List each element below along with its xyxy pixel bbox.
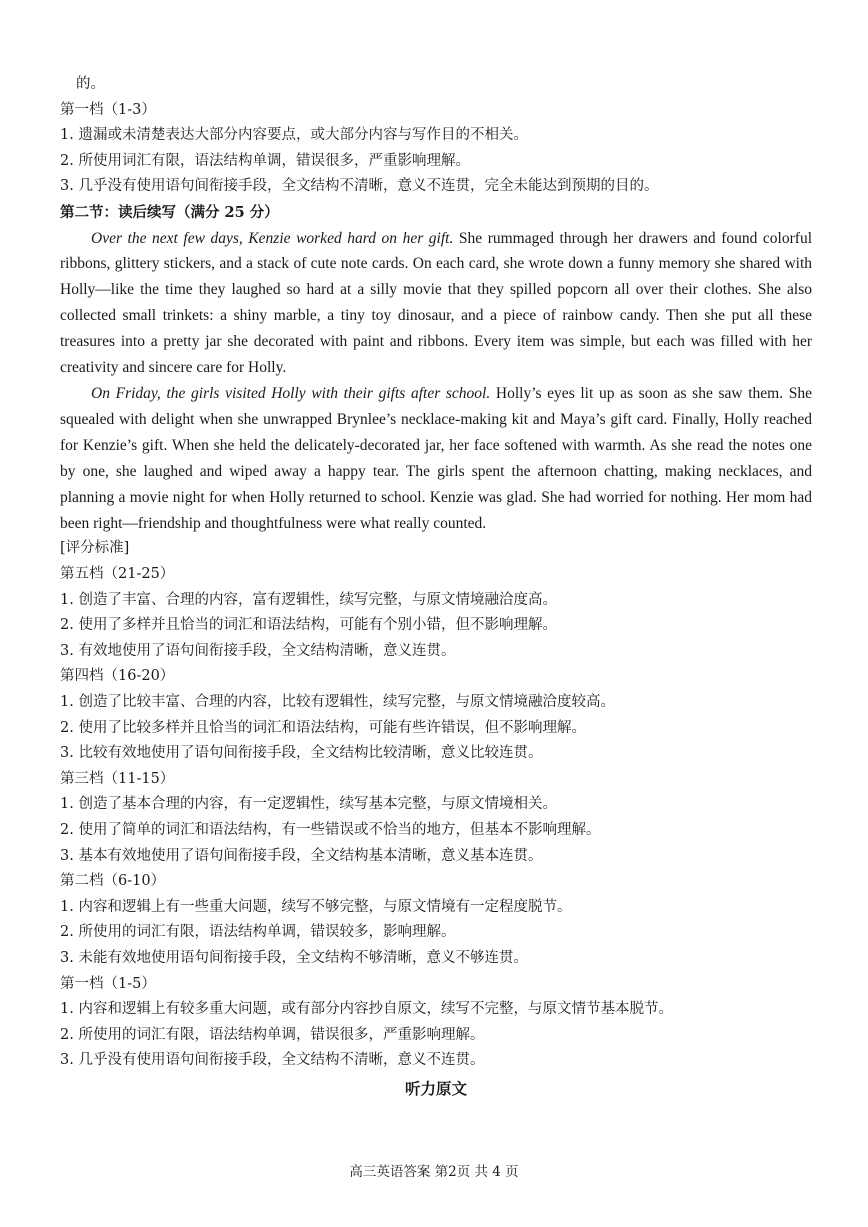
page-footer: 高三英语答案 第2页 共 4 页 (349, 1164, 519, 1180)
criteria-item: 2. 使用了多样并且恰当的词汇和语法结构，可能有个别小错，但不影响理解。 (60, 617, 557, 634)
criteria-item: 1. 创造了丰富、合理的内容，富有逻辑性，续写完整，与原文情境融洽度高。 (60, 591, 557, 608)
criteria-item: 1. 创造了基本合理的内容，有一定逻辑性，续写基本完整，与原文情境相关。 (60, 796, 557, 813)
paragraph-lead: On Friday, the girls visited Holly with their gifts after school. (91, 385, 491, 402)
level-heading: 第三档（11-15） (60, 770, 175, 787)
criteria-item: 1. 内容和逻辑上有较多重大问题，或有部分内容抄自原文，续写不完整，与原文情节基本脱节。 (60, 1001, 673, 1018)
level-block (60, 972, 812, 1074)
paragraph-body: Holly’s eyes lit up as soon as she saw them. She squealed with delight when she unwrapped Brynlee’s necklace-making kit and Maya’s gift card. Finally, Holly reached for Kenzie’s gift. When she held the delicately-decorated jar, her face softened with warmth. As she read the notes one by one, she laughed and wiped away a happy tear. The girls spent the afternoon chatting, making necklaces, and planning a movie night for when Holly returned to school. Kenzie was glad. She had worried for nothing. Her mom had been right—friendship and thoughtfulness were what really counted. (60, 385, 812, 532)
criteria-item: 3. 基本有效地使用了语句间衔接手段，全文结构基本清晰，意义基本连贯。 (60, 847, 543, 864)
criteria-item: 1. 内容和逻辑上有一些重大问题，续写不够完整，与原文情境有一定程度脱节。 (60, 898, 572, 915)
section-title: 第二节：读后续写（满分 25 分） (60, 203, 279, 221)
story-paragraph (60, 381, 812, 536)
level-block (60, 869, 812, 971)
level-heading: 第一档（1-3） (60, 101, 156, 118)
criteria-item: 3. 有效地使用了语句间衔接手段，全文结构清晰，意义连贯。 (60, 642, 456, 659)
criteria-item: 2. 使用了简单的词汇和语法结构，有一些错误或不恰当的地方，但基本不影响理解。 (60, 821, 601, 838)
level-block (60, 767, 812, 869)
level-heading: 第一档（1-5） (60, 975, 156, 992)
criteria-item: 3. 几乎没有使用语句间衔接手段，全文结构不清晰，意义不连贯。 (60, 1052, 485, 1069)
criteria-item: 3. 几乎没有使用语句间衔接手段，全文结构不清晰，意义不连贯，完全未能达到预期的目的。 (60, 178, 659, 195)
criteria-item: 2. 所使用词汇有限，语法结构单调，错误很多，严重影响理解。 (60, 152, 470, 169)
continuation-text: 的。 (76, 76, 105, 92)
level-heading: 第五档（21-25） (60, 566, 175, 583)
paragraph-body: She rummaged through her drawers and found colorful ribbons, glittery stickers, and a stack of cute note cards. On each card, she wrote down a funny memory she shared with Holly—like the time they laughed so hard at a silly movie that they spilled popcorn all over their clothes. She also collected small trinkets: a shiny marble, a tiny toy dinosaur, and a piece of rainbow candy. Then she put all these treasures into a pretty jar she decorated with paint and ribbons. Every item was simple, but each was filled with her creativity and sincere care for Holly. (60, 229, 812, 377)
criteria-label: [评分标准] (60, 540, 130, 557)
criteria-item: 2. 所使用的词汇有限，语法结构单调，错误很多，严重影响理解。 (60, 1026, 485, 1043)
listening-title: 听力原文 (404, 1078, 467, 1098)
criteria-item: 2. 使用了比较多样并且恰当的词汇和语法结构，可能有些许错误，但不影响理解。 (60, 719, 586, 736)
level-heading: 第二档（6-10） (60, 873, 166, 890)
criteria-item: 3. 比较有效地使用了语句间衔接手段，全文结构比较清晰，意义比较连贯。 (60, 745, 543, 762)
level-heading: 第四档（16-20） (60, 668, 175, 685)
criteria-item: 1. 遗漏或未清楚表达大部分内容要点，或大部分内容与写作目的不相关。 (60, 127, 528, 144)
criteria-item: 2. 所使用的词汇有限，语法结构单调，错误较多，影响理解。 (60, 924, 456, 941)
story-paragraph (60, 226, 812, 381)
level-block (60, 664, 812, 766)
criteria-item: 3. 未能有效地使用语句间衔接手段，全文结构不够清晰，意义不够连贯。 (60, 949, 528, 966)
level-block (60, 562, 812, 664)
criteria-item: 1. 创造了比较丰富、合理的内容，比较有逻辑性，续写完整，与原文情境融洽度较高。 (60, 694, 615, 710)
paragraph-lead: Over the next few days, Kenzie worked hard on her gift. (91, 229, 454, 247)
